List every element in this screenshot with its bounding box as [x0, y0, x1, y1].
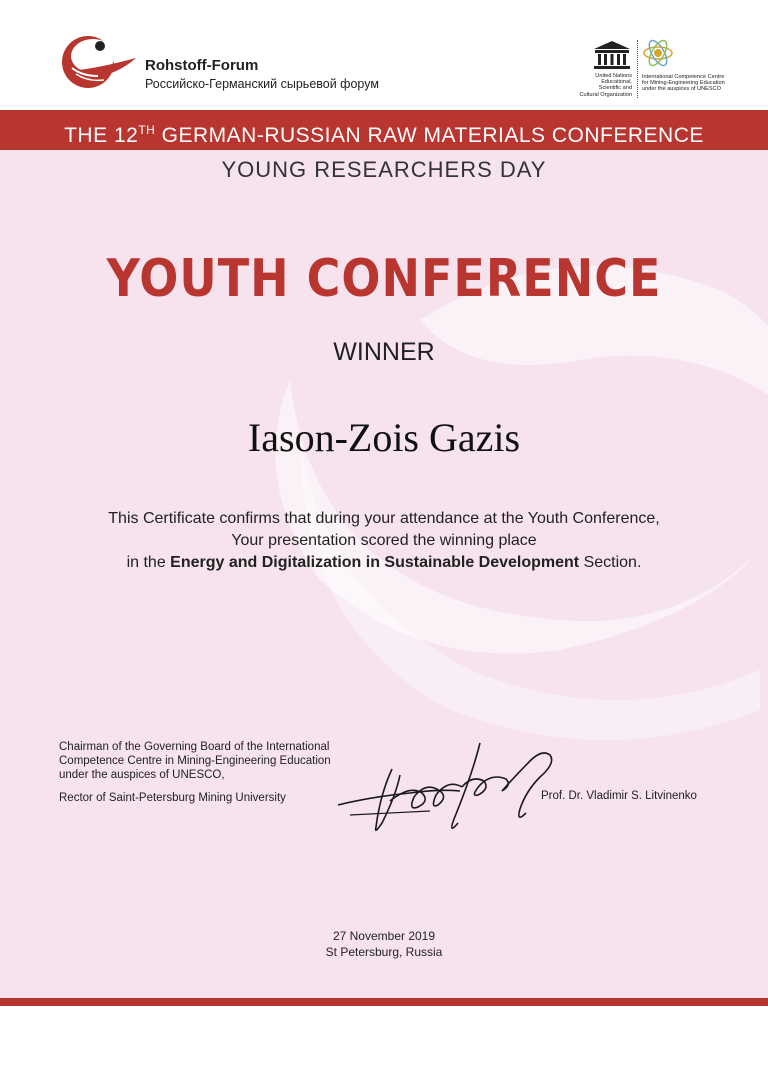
signatory-name: Prof. Dr. Vladimir S. Litvinenko [541, 790, 697, 802]
statement-prefix: in the [126, 554, 171, 571]
signatory-line: Chairman of the Governing Board of the International [59, 741, 330, 753]
icc-line: International Competence Centre [642, 74, 725, 80]
footer-band [0, 998, 768, 1006]
unesco-line: United Nations [595, 73, 632, 79]
signatory-line: Rector of Saint-Petersburg Mining University [59, 792, 286, 804]
issue-details [0, 928, 768, 960]
logo-separator [637, 40, 640, 98]
event-subtitle: YOUNG RESEARCHERS DAY [221, 157, 547, 182]
conference-title-suffix: GERMAN-RUSSIAN RAW MATERIALS CONFERENCE [155, 124, 704, 147]
issue-place: St Petersburg, Russia [325, 945, 443, 959]
recipient-name: Iason-Zois Gazis [247, 415, 521, 460]
signatory-line: under the auspices of UNESCO, [59, 769, 225, 781]
unesco-line: Educational, Scientific and [598, 79, 632, 92]
issue-date: 27 November 2019 [332, 929, 436, 943]
section-name: Energy and Digitalization in Sustainable Development [170, 554, 580, 571]
conference-title-prefix: THE 12 [64, 124, 139, 147]
icc-line: under the auspices of UNESCO [642, 86, 721, 93]
footer-margin [0, 1006, 768, 1087]
certificate-statement [0, 508, 768, 574]
handwritten-signature [330, 735, 570, 845]
icc-text [642, 74, 760, 93]
statement-line: Your presentation scored the winning place [231, 532, 537, 549]
unesco-block [578, 40, 638, 98]
conference-title-ordinal: TH [138, 123, 156, 137]
certificate-heading: YOUTH CONFERENCE [106, 248, 662, 309]
icc-line: for Mining-Engineering Education [642, 80, 725, 87]
signatory-title [59, 740, 331, 805]
certificate-header [0, 0, 768, 108]
unesco-temple-icon [592, 40, 632, 70]
signatory-line: Competence Centre in Mining-Engineering Education [59, 755, 331, 767]
statement-line: This Certificate confirms that during your attendance at the Youth Conference, [108, 510, 660, 527]
statement-line [0, 552, 768, 574]
award-label: WINNER [333, 338, 435, 366]
unesco-line: Cultural Organization [579, 91, 632, 98]
brand-subtitle: Российско-Германский сырьевой форум [145, 77, 379, 91]
conference-title [0, 110, 768, 150]
rohstoff-forum-logo-icon [58, 32, 138, 90]
statement-suffix: Section. [579, 554, 642, 571]
brand-name: Rohstoff-Forum [145, 57, 259, 74]
icc-emblem-icon [641, 36, 675, 72]
unesco-text [578, 73, 632, 98]
